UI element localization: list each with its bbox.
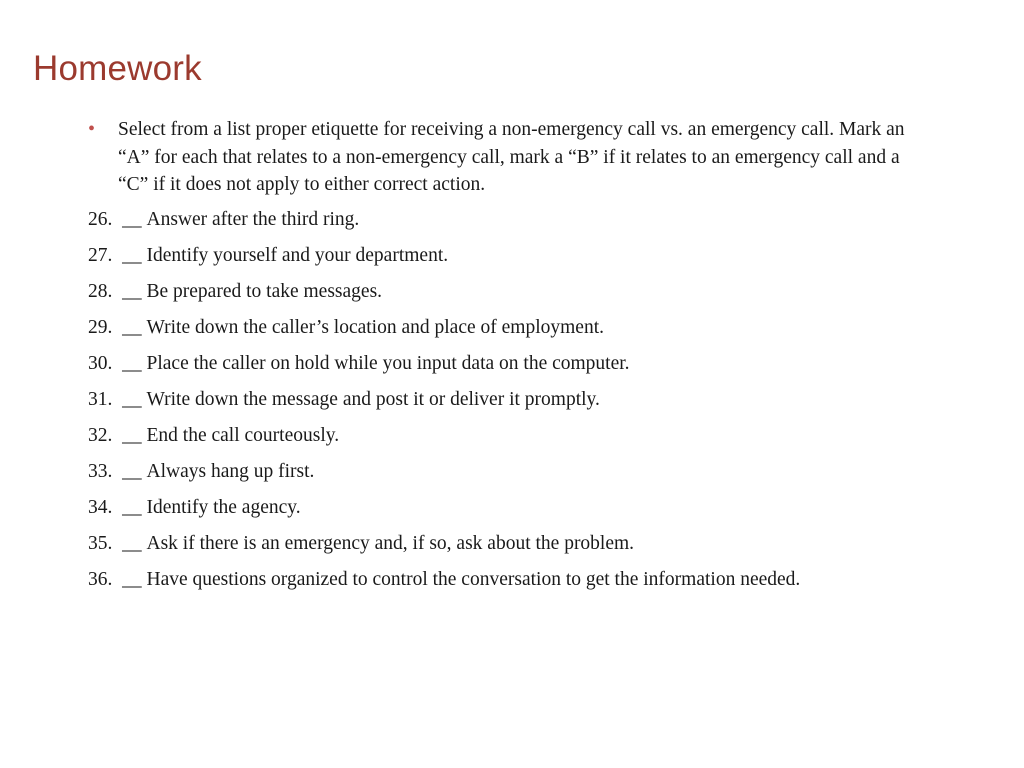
answer-blank: __ xyxy=(122,352,142,374)
answer-blank: __ xyxy=(122,568,142,590)
item-number: 34. xyxy=(88,496,113,518)
item-text: Place the caller on hold while you input data on the computer. xyxy=(146,352,630,374)
answer-blank: __ xyxy=(122,280,142,302)
list-item xyxy=(88,243,968,269)
list-item xyxy=(88,279,968,305)
slide-content xyxy=(88,116,968,603)
item-number: 35. xyxy=(88,532,113,554)
list-item xyxy=(88,531,968,557)
answer-blank: __ xyxy=(122,460,142,482)
instruction-bullet xyxy=(88,116,968,199)
list-item xyxy=(88,459,968,485)
slide-title: Homework xyxy=(33,49,202,88)
list-item xyxy=(88,315,968,341)
item-number: 36. xyxy=(88,568,113,590)
item-number: 30. xyxy=(88,352,113,374)
item-text: Identify the agency. xyxy=(146,496,301,518)
item-text: End the call courteously. xyxy=(146,424,340,446)
item-text: Be prepared to take messages. xyxy=(146,280,383,302)
list-item xyxy=(88,423,968,449)
list-item xyxy=(88,207,968,233)
answer-blank: __ xyxy=(122,532,142,554)
item-text: Have questions organized to control the conversation to get the information needed. xyxy=(146,568,801,590)
item-number: 27. xyxy=(88,244,113,266)
item-text: Always hang up first. xyxy=(146,460,315,482)
answer-blank: __ xyxy=(122,496,142,518)
list-item xyxy=(88,351,968,377)
item-number: 26. xyxy=(88,208,113,230)
answer-blank: __ xyxy=(122,316,142,338)
item-text: Write down the caller’s location and place of employment. xyxy=(146,316,604,338)
list-item xyxy=(88,567,968,593)
item-text: Identify yourself and your department. xyxy=(146,244,449,266)
item-number: 28. xyxy=(88,280,113,302)
answer-blank: __ xyxy=(122,244,142,266)
answer-blank: __ xyxy=(122,208,142,230)
item-number: 31. xyxy=(88,388,113,410)
instruction-text: Select from a list proper etiquette for receiving a non-emergency call vs. an emergency call. Mark an “A” for each that relates to a non-emergency call, mark a “B” if it relates to an emergency call and a “C” if it does not apply to either correct action. xyxy=(118,119,905,195)
answer-blank: __ xyxy=(122,424,142,446)
item-text: Ask if there is an emergency and, if so, ask about the problem. xyxy=(146,532,635,554)
item-number: 29. xyxy=(88,316,113,338)
item-number: 32. xyxy=(88,424,113,446)
item-number: 33. xyxy=(88,460,113,482)
item-text: Write down the message and post it or deliver it promptly. xyxy=(146,388,600,410)
answer-blank: __ xyxy=(122,388,142,410)
bullet-dot-icon: • xyxy=(88,118,96,140)
list-item xyxy=(88,495,968,521)
list-item xyxy=(88,387,968,413)
question-list xyxy=(88,207,968,593)
item-text: Answer after the third ring. xyxy=(146,208,360,230)
